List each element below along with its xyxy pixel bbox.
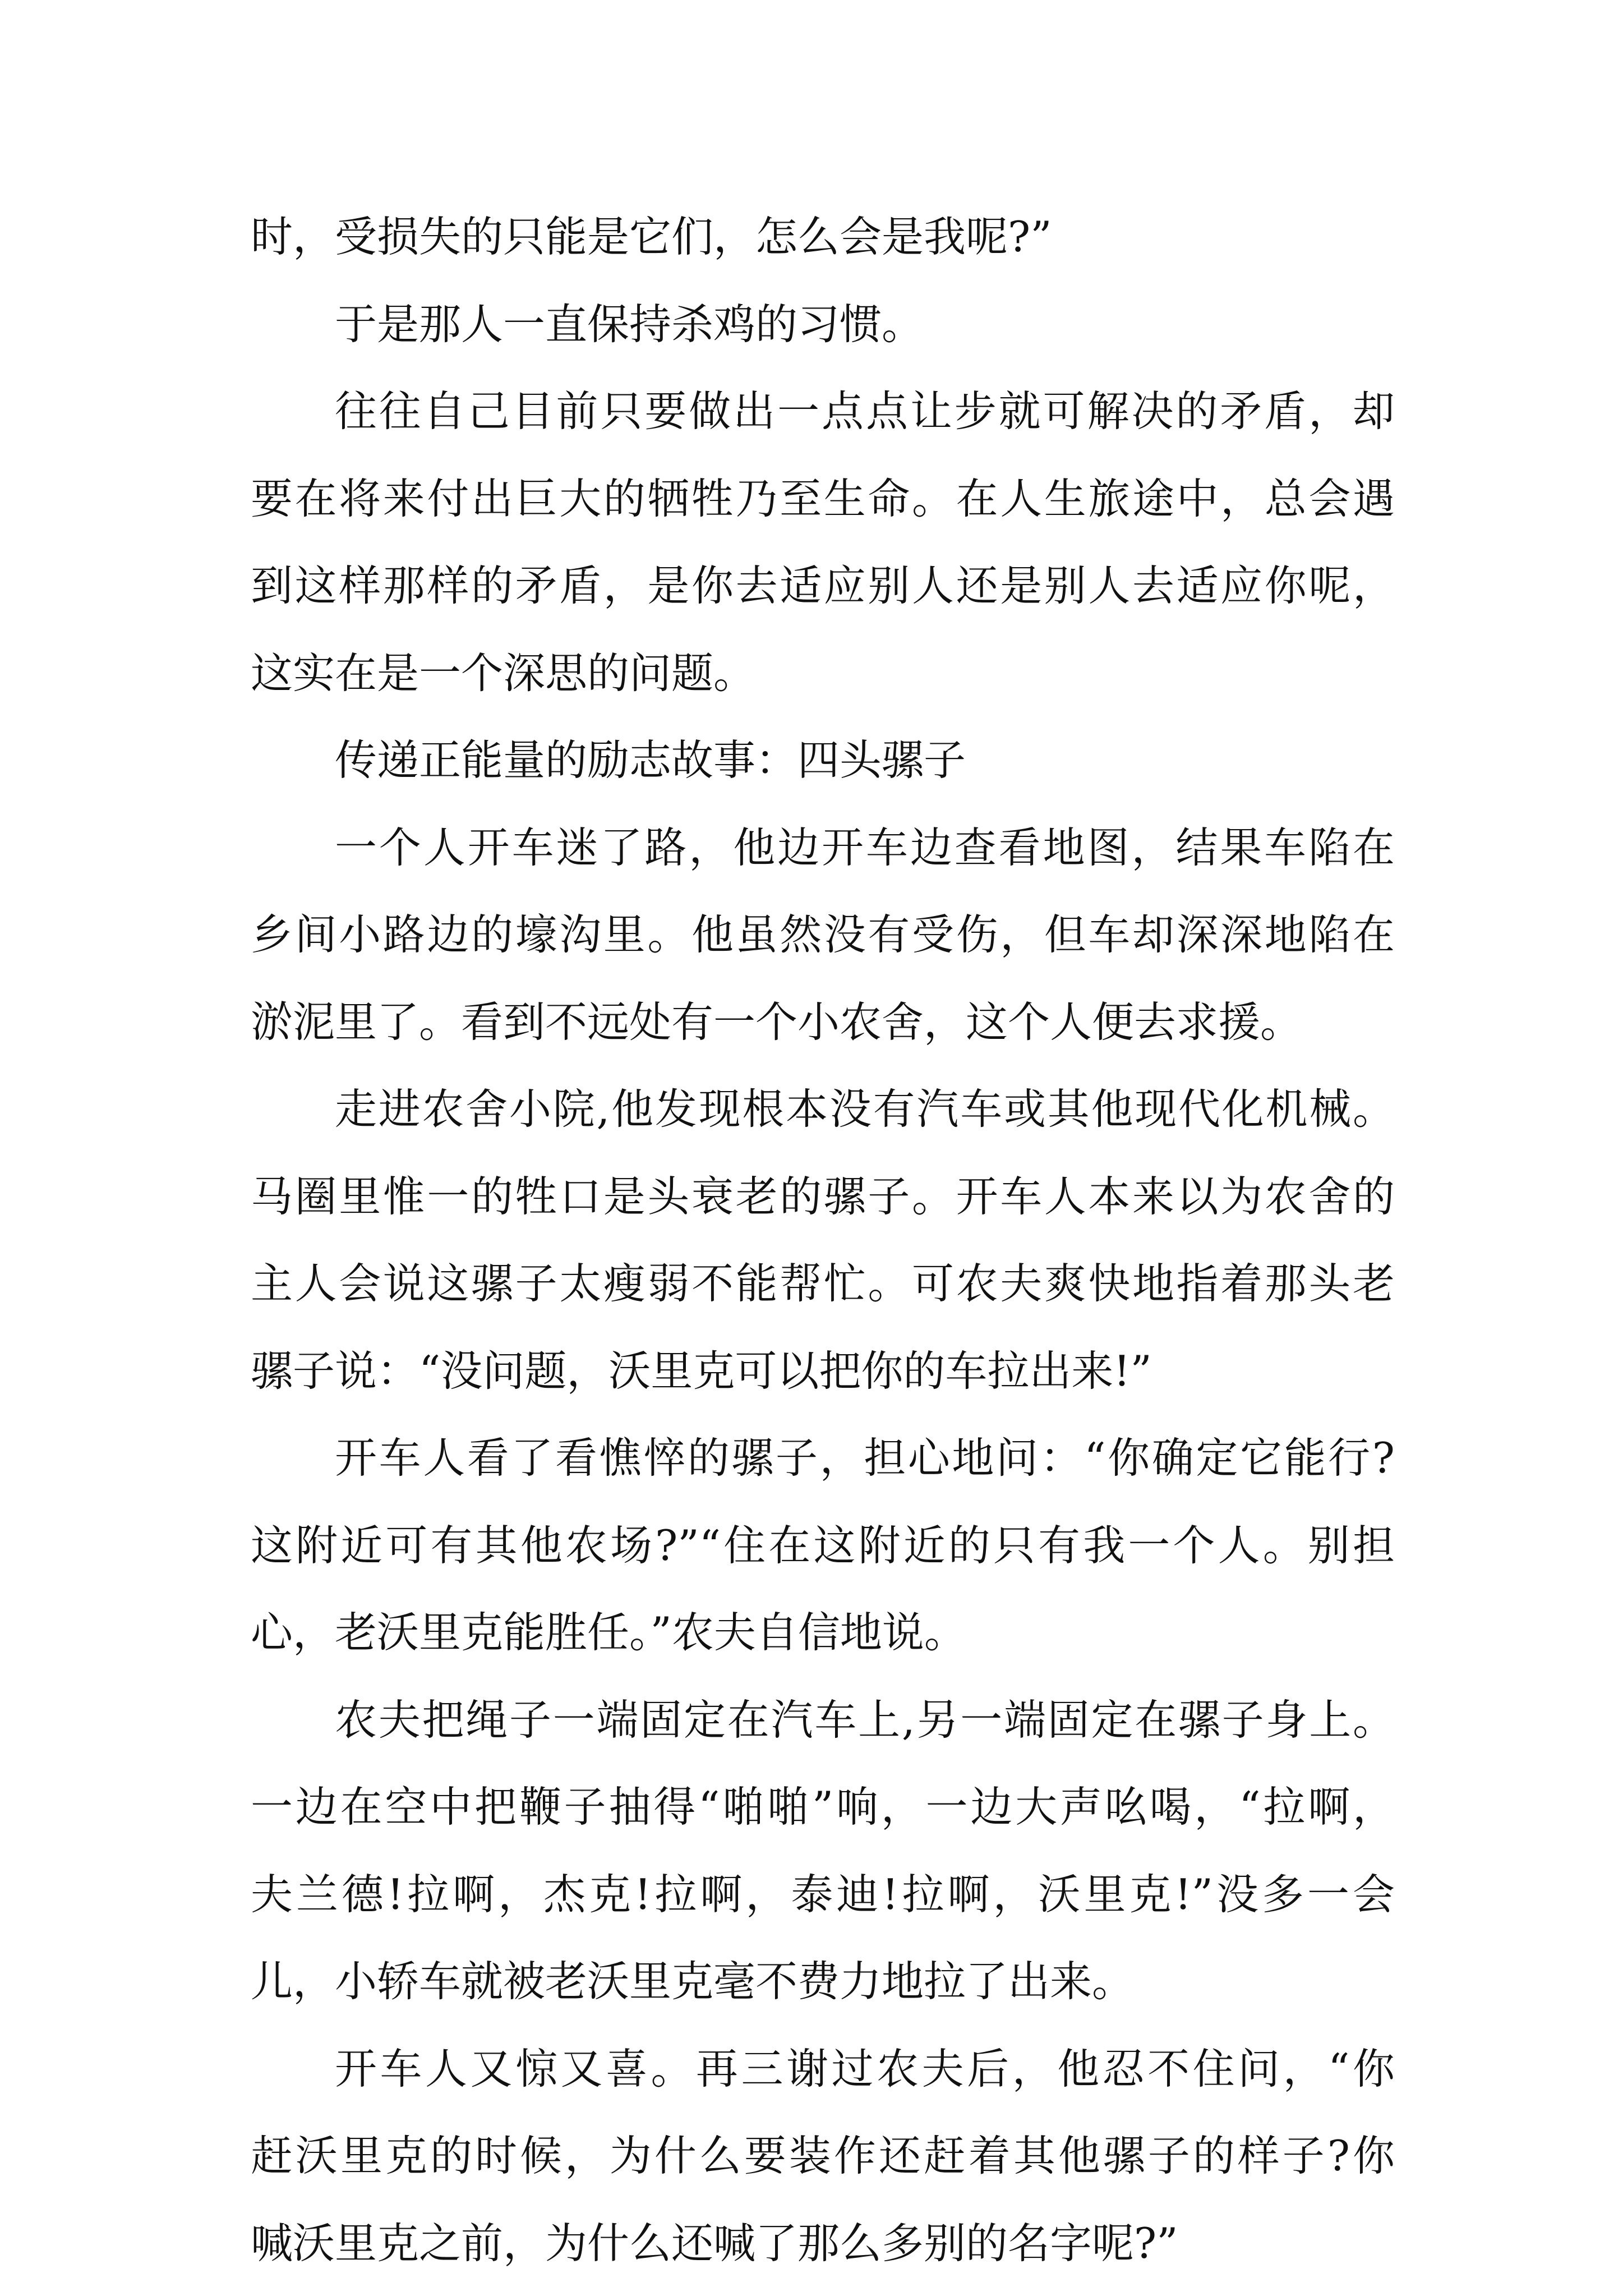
text-line: 传递正能量的励志故事：四头骡子 (335, 735, 966, 785)
paragraph (251, 281, 1395, 369)
paragraph (251, 804, 1395, 1066)
paragraph (251, 2026, 1395, 2288)
paragraph (251, 1677, 1395, 2026)
paragraph (251, 194, 1395, 281)
text-line: 走进农舍小院,他发现根本没有汽车或其他现代化机械。 (335, 1084, 1395, 1134)
document-body (251, 194, 1395, 2287)
text-line: 赶沃里克的时候，为什么要装作还赶着其他骡子的样子?你 (251, 2131, 1395, 2180)
text-line: 这实在是一个深思的问题。 (251, 648, 756, 698)
text-line: 一个人开车迷了路，他边开车边查看地图，结果车陷在 (335, 822, 1395, 872)
text-line: 马圈里惟一的牲口是头衰老的骡子。开车人本来以为农舍的 (251, 1171, 1395, 1221)
text-line: 夫兰德!拉啊，杰克!拉啊，泰迪!拉啊，沃里克!”没多一会 (251, 1869, 1395, 1919)
text-line: 往往自己目前只要做出一点点让步就可解决的矛盾，却 (335, 386, 1395, 436)
paragraph (251, 1415, 1395, 1677)
text-line: 淤泥里了。看到不远处有一个小农舍，这个人便去求援。 (251, 997, 1303, 1047)
text-line: 骡子说：“没问题，沃里克可以把你的车拉出来!” (251, 1346, 1152, 1396)
text-line: 一边在空中把鞭子抽得“啪啪”响，一边大声吆喝，“拉啊， (251, 1782, 1395, 1832)
text-line: 心，老沃里克能胜任。”农夫自信地说。 (251, 1608, 966, 1657)
paragraph (251, 368, 1395, 717)
text-line: 儿，小轿车就被老沃里克毫不费力地拉了出来。 (251, 1957, 1135, 2006)
text-line: 乡间小路边的壕沟里。他虽然没有受伤，但车却深深地陷在 (251, 910, 1395, 959)
text-line: 时，受损失的只能是它们，怎么会是我呢?” (251, 212, 1052, 261)
text-line: 开车人又惊又喜。再三谢过农夫后，他忍不住问，“你 (335, 2044, 1395, 2093)
text-line: 这附近可有其他农场?”“住在这附近的只有我一个人。别担 (251, 1520, 1395, 1570)
paragraph (251, 1066, 1395, 1415)
text-line: 要在将来付出巨大的牺牲乃至生命。在人生旅途中，总会遇 (251, 473, 1395, 523)
text-line: 主人会说这骡子太瘦弱不能帮忙。可农夫爽快地指着那头老 (251, 1259, 1395, 1308)
text-line: 喊沃里克之前，为什么还喊了那么多别的名字呢?” (251, 2218, 1178, 2268)
text-line: 于是那人一直保持杀鸡的习惯。 (335, 299, 924, 349)
text-line: 到这样那样的矛盾，是你去适应别人还是别人去适应你呢， (251, 561, 1395, 610)
section-heading (251, 717, 1395, 804)
text-line: 开车人看了看憔悴的骡子，担心地问：“你确定它能行? (335, 1433, 1395, 1483)
text-line: 农夫把绳子一端固定在汽车上,另一端固定在骡子身上。 (335, 1695, 1395, 1745)
